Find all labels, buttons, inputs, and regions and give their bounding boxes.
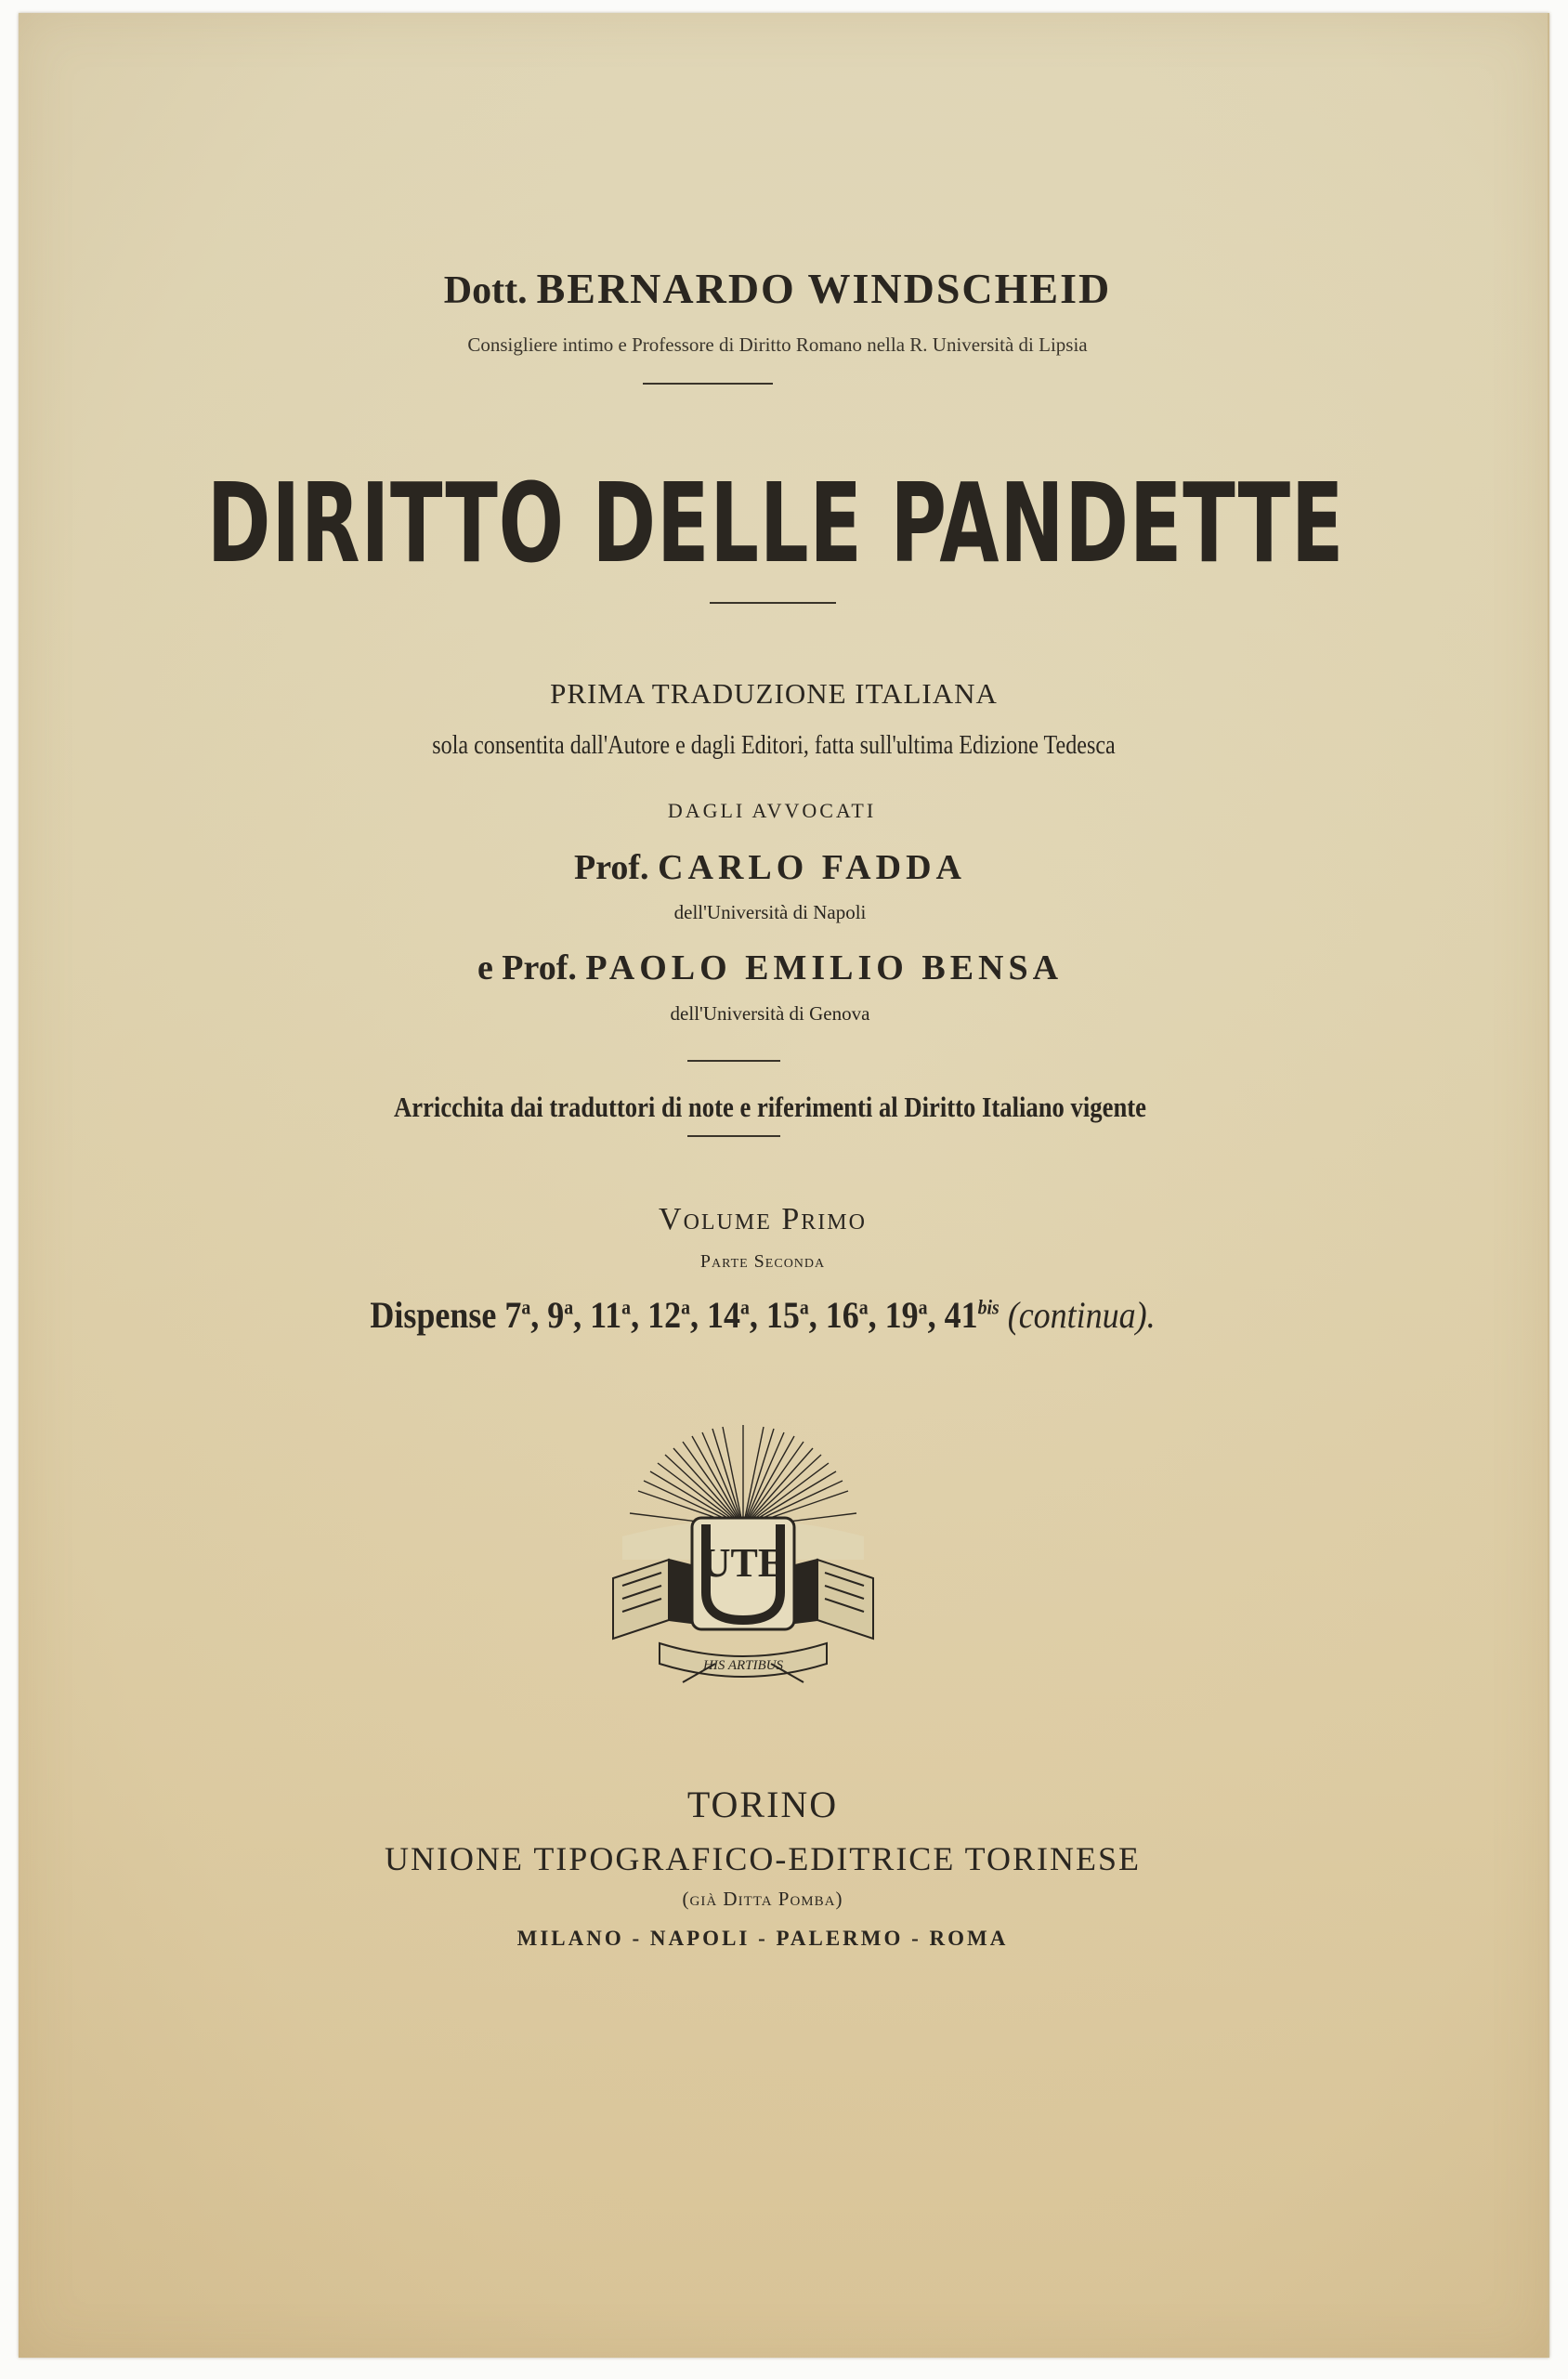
imprint-formerly: (già Ditta Pomba): [682, 1888, 843, 1910]
dispense-line: [74, 1293, 1450, 1337]
dispensa-issue: [826, 1294, 869, 1336]
annotation-note: Arricchita dai traduttori di note e riferimenti al Diritto Italiano vigente: [393, 1091, 1146, 1123]
dispensa-number: 9: [547, 1294, 565, 1336]
dispensa-superscript: a: [858, 1295, 869, 1319]
divider-rule: [643, 383, 773, 385]
dispensa-number: 41: [944, 1294, 978, 1336]
dispensa-number: 15: [765, 1294, 800, 1336]
dispensa-issue: [945, 1294, 1000, 1336]
continua-label: (continua).: [1007, 1294, 1156, 1336]
dispensa-number: 14: [706, 1294, 740, 1336]
dispensa-issue: [885, 1294, 928, 1336]
dispensa-number: 11: [590, 1294, 622, 1336]
dispensa-number: 19: [884, 1294, 919, 1336]
dispensa-superscript: a: [681, 1295, 690, 1319]
divider-rule: [687, 1060, 780, 1062]
title-page: [19, 13, 1549, 2358]
divider-rule: [710, 602, 836, 604]
monogram-icon: [692, 1518, 794, 1629]
dispensa-number: 12: [647, 1294, 682, 1336]
publisher-emblem: [604, 1420, 882, 1699]
divider-rule: [687, 1135, 780, 1137]
volume-part: Parte Seconda: [699, 1251, 826, 1272]
translator-1-affiliation: dell'Università di Napoli: [673, 901, 867, 923]
translator-1-prefix: Prof.: [574, 848, 649, 887]
dispensa-superscript: a: [621, 1295, 632, 1319]
translators-intro: DAGLI AVVOCATI: [667, 799, 877, 822]
dispensa-superscript: a: [739, 1295, 750, 1319]
dispensa-superscript: a: [564, 1295, 574, 1319]
dispensa-issue: [766, 1294, 809, 1336]
dispensa-superscript: bis: [977, 1295, 1000, 1319]
translator-2-prefix: e Prof.: [477, 948, 577, 987]
translation-note: sola consentita dall'Autore e dagli Editori, fatta sull'ultima Edizione Tedesca: [432, 731, 1116, 760]
dispensa-issue: [707, 1294, 750, 1336]
translator-2: [6, 948, 1535, 988]
volume-label: Volume Primo: [659, 1202, 867, 1236]
translator-2-name: PAOLO EMILIO BENSA: [585, 948, 1064, 987]
dispense-issues: 7$^a$, 9$^a$, 11$^a$, 12$^a$, 14$^a$, 15$^a$, 16$^a$, 19$^a$, $41^{bis}$: [504, 1294, 1000, 1336]
translator-1: [6, 847, 1535, 888]
dispensa-superscript: a: [799, 1295, 809, 1319]
translator-2-affiliation: dell'Università di Genova: [670, 1002, 870, 1025]
dispensa-issue: [504, 1294, 530, 1336]
imprint-publisher: UNIONE TIPOGRAFICO-EDITRICE TORINESE: [385, 1840, 1141, 1877]
dispensa-superscript: a: [918, 1295, 928, 1319]
dispensa-number: 7: [504, 1294, 522, 1336]
translation-heading: PRIMA TRADUZIONE ITALIANA: [550, 677, 998, 710]
dispensa-superscript: a: [521, 1295, 531, 1319]
dispensa-issue: [547, 1294, 573, 1336]
emblem-motto: HIS ARTIBUS: [703, 1658, 783, 1673]
dispensa-issue: [590, 1294, 631, 1336]
emblem-letters: UTE: [700, 1540, 786, 1586]
dispensa-issue: [647, 1294, 690, 1336]
author-line: [13, 264, 1542, 313]
translator-1-name: CARLO FADDA: [658, 848, 966, 887]
author-subtitle: Consigliere intimo e Professore di Diritto Romano nella R. Università di Lipsia: [467, 333, 1088, 356]
author-name: BERNARDO WINDSCHEID: [536, 265, 1112, 312]
book-title: DIRITTO DELLE PANDETTE: [206, 459, 1345, 587]
dispense-label: Dispense: [370, 1294, 497, 1336]
sun-rays-icon: [630, 1425, 856, 1527]
dispensa-number: 16: [825, 1294, 859, 1336]
imprint-cities: MILANO - NAPOLI - PALERMO - ROMA: [516, 1927, 1009, 1950]
imprint-city: TORINO: [686, 1784, 839, 1825]
motto-ribbon: [660, 1643, 827, 1682]
author-prefix: Dott.: [443, 269, 528, 312]
